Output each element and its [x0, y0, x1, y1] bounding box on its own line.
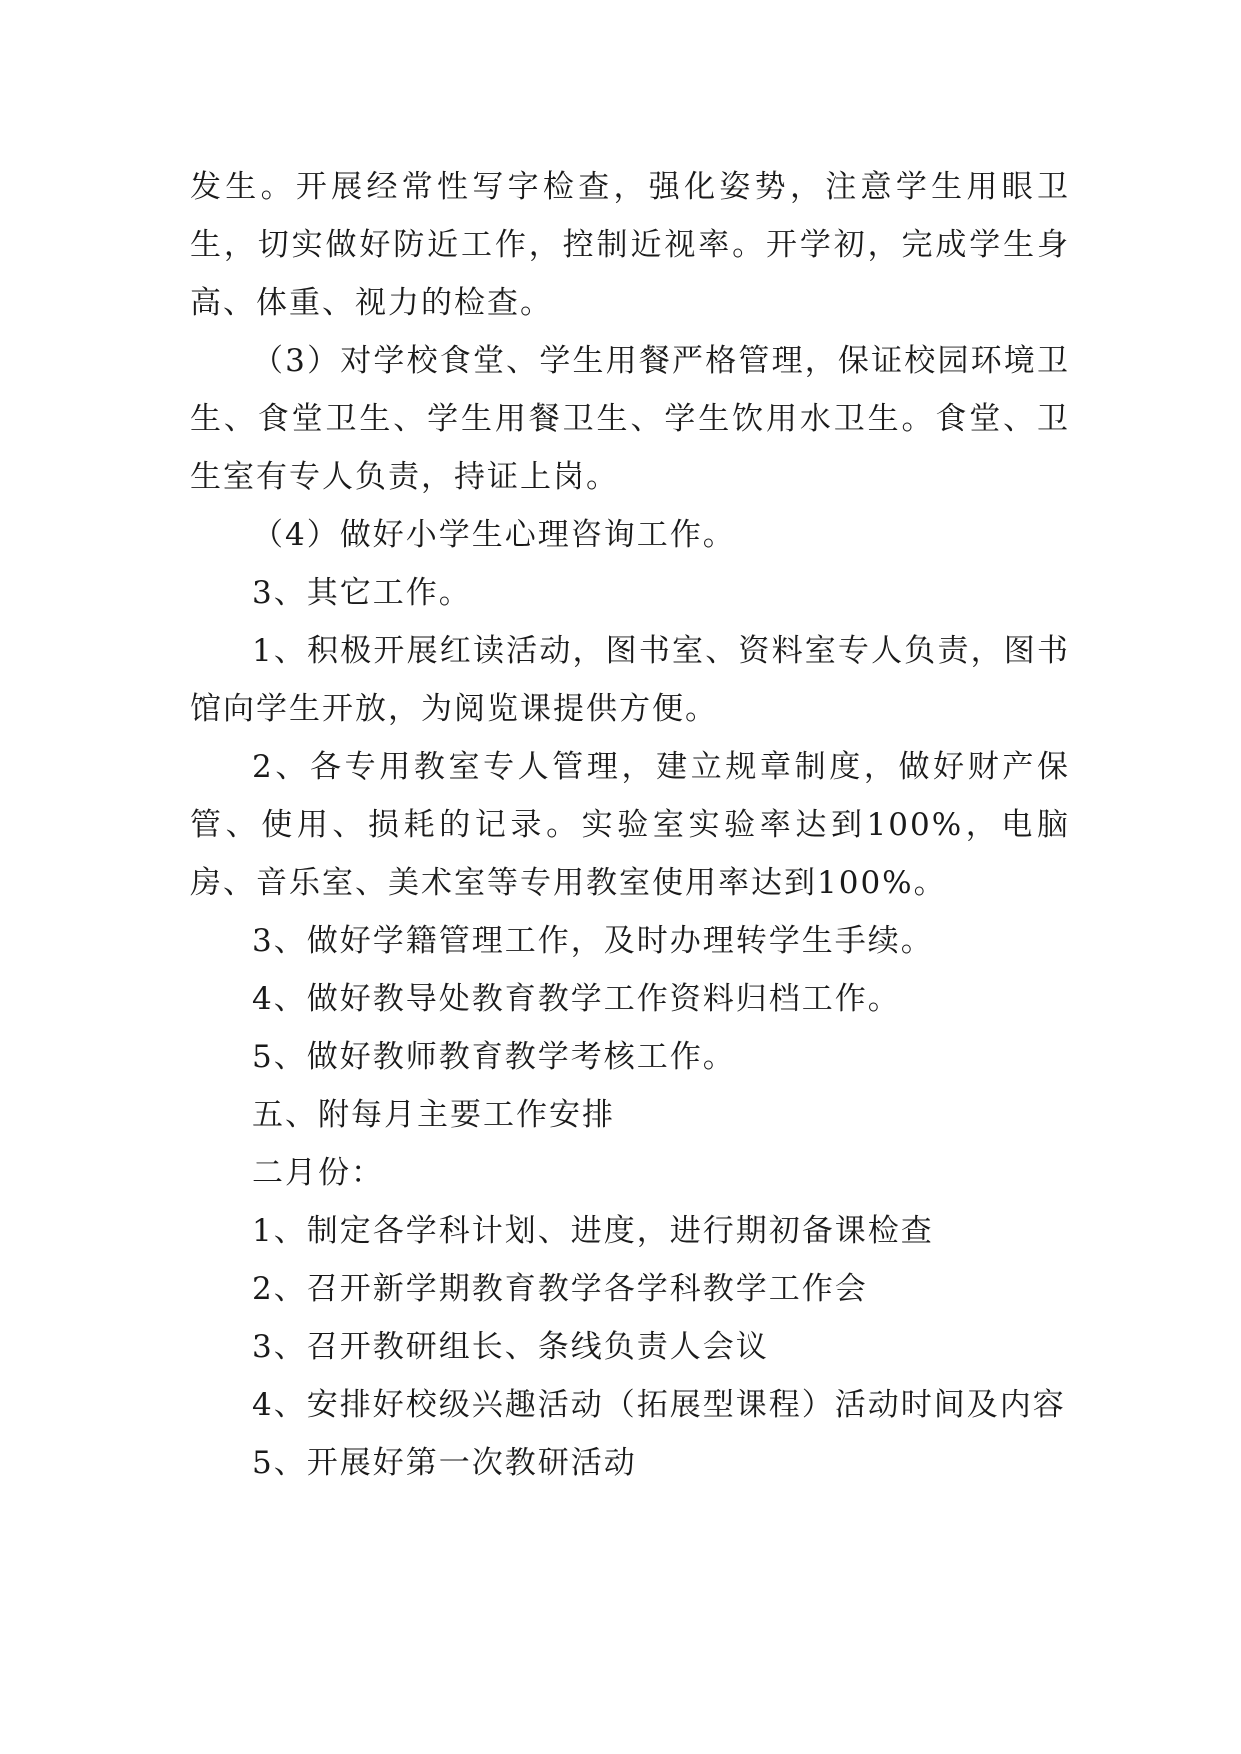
paragraph-student-records: 3、做好学籍管理工作，及时办理转学生手续。: [252, 923, 934, 959]
list-item: 1、制定各学科计划、进度，进行期初备课检查: [252, 1213, 934, 1249]
paragraph-psychological-counseling: （4）做好小学生心理咨询工作。: [252, 517, 736, 553]
month-heading-february: 二月份：: [252, 1155, 384, 1191]
list-item: 2、召开新学期教育教学各学科教学工作会: [252, 1271, 868, 1307]
paragraph-health-inspection: 发生。开展经常性写字检查，强化姿势，注意学生用眼卫生，切实做好防近工作，控制近视率。开学初，完成学生身高、体重、视力的检查。: [190, 169, 1070, 321]
paragraph-canteen-management: （3）对学校食堂、学生用餐严格管理，保证校园环境卫生、食堂卫生、学生用餐卫生、学生饮用水卫生。食堂、卫生室有专人负责，持证上岗。: [190, 343, 1070, 495]
document-body: [190, 158, 1070, 1492]
list-item: 5、开展好第一次教研活动: [252, 1445, 637, 1481]
section-heading-monthly-schedule: 五、附每月主要工作安排: [252, 1097, 615, 1133]
section-heading-other-work: 3、其它工作。: [252, 575, 472, 611]
list-item: 4、安排好校级兴趣活动（拓展型课程）活动时间及内容: [252, 1387, 1066, 1423]
paragraph-teacher-assessment: 5、做好教师教育教学考核工作。: [252, 1039, 736, 1075]
list-item: 3、召开教研组长、条线负责人会议: [252, 1329, 769, 1365]
paragraph-archiving: 4、做好教导处教育教学工作资料归档工作。: [252, 981, 901, 1017]
paragraph-classroom-management: 2、各专用教室专人管理，建立规章制度，做好财产保管、使用、损耗的记录。实验室实验率达到100%，电脑房、音乐室、美术室等专用教室使用率达到100%。: [190, 749, 1070, 901]
paragraph-reading-activities: 1、积极开展红读活动，图书室、资料室专人负责，图书馆向学生开放，为阅览课提供方便。: [190, 633, 1070, 727]
